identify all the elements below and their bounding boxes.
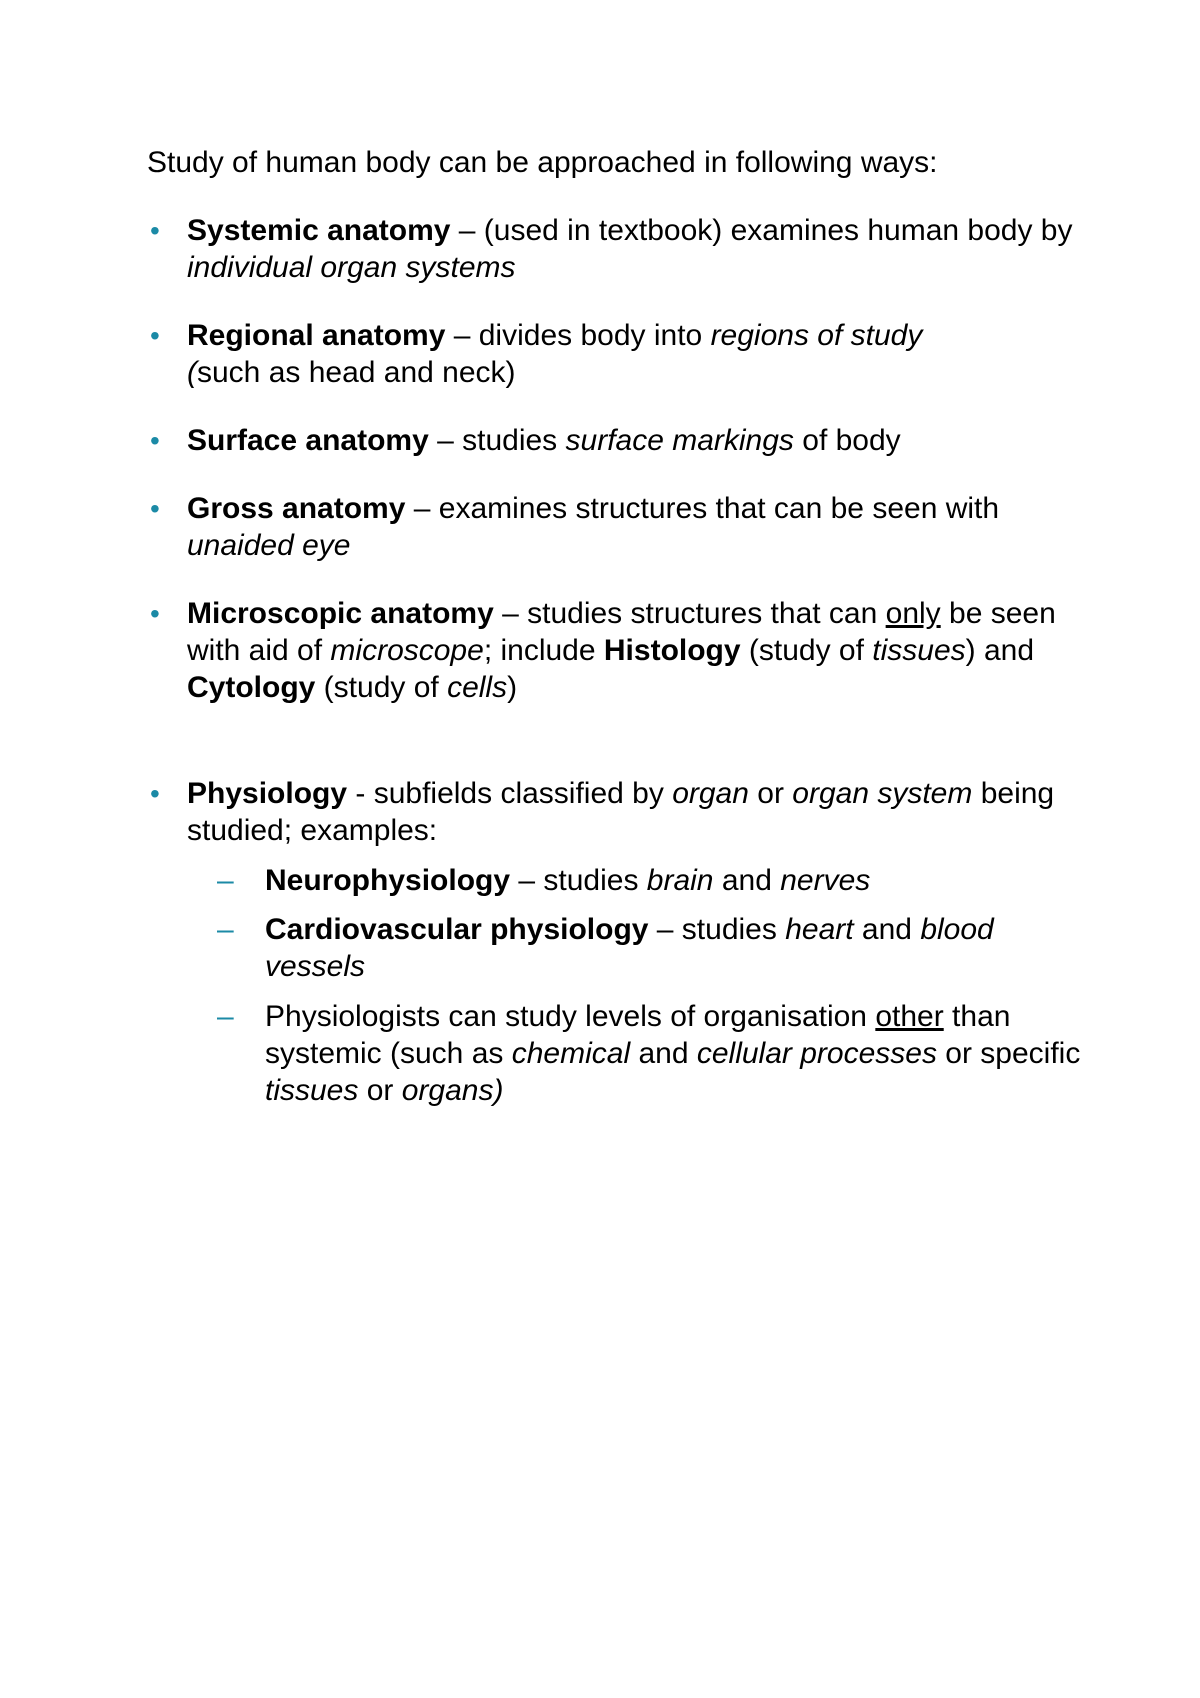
text-run: and — [853, 913, 921, 946]
sub-item-physiologists-levels — [217, 998, 1097, 1109]
term: Regional anatomy — [187, 319, 446, 352]
list-item-systemic-anatomy — [147, 212, 1087, 286]
emphasis: microscope — [330, 634, 484, 667]
list-item-gross-anatomy — [147, 490, 1087, 564]
sub-item-neurophysiology — [217, 862, 1097, 899]
text-run: such as head and neck) — [197, 356, 516, 389]
bullet-icon: • — [150, 320, 160, 351]
list-item-surface-anatomy — [147, 422, 1087, 459]
text-run: of body — [793, 424, 901, 457]
emphasis: organ system — [792, 777, 973, 810]
text-run: and — [713, 864, 781, 897]
emphasis: chemical — [511, 1037, 631, 1070]
emphasis: unaided eye — [187, 529, 351, 562]
emphasis: individual organ systems — [187, 251, 516, 284]
bullet-icon: • — [150, 598, 160, 629]
text-run: ) and — [965, 634, 1035, 667]
emphasis: tissues — [872, 634, 966, 667]
emphasis: blood vessels — [265, 913, 994, 983]
list-item-text — [187, 422, 1087, 459]
bullet-icon: • — [150, 778, 160, 809]
intro-text: Study of human body can be approached in following ways: — [147, 146, 938, 179]
list-item-text — [187, 490, 1087, 564]
text-run: – studies — [428, 424, 566, 457]
text-run: (study of — [315, 671, 448, 704]
emphasis: organ — [672, 777, 749, 810]
text-run: (study of — [740, 634, 873, 667]
sub-item-text — [265, 998, 1097, 1109]
text-run: ) — [507, 671, 518, 704]
text-run: – examines structures that can be seen with — [405, 492, 1000, 525]
list-item-text — [187, 212, 1087, 286]
emphasis: regions of study — [710, 319, 923, 352]
emphasis: brain — [646, 864, 714, 897]
sub-item-cardiovascular-physiology — [217, 911, 1097, 985]
term: Gross anatomy — [187, 492, 406, 525]
text-run: or — [748, 777, 793, 810]
text-run: be seen with aid of — [187, 597, 1056, 667]
list-item-text — [187, 317, 1087, 391]
text-run: – (used in textbook) examines human body by — [450, 214, 1073, 247]
sub-item-text — [265, 911, 1097, 985]
bullet-icon: • — [150, 215, 160, 246]
dash-icon: – — [217, 913, 234, 946]
text-run: than systemic (such as — [265, 1000, 1011, 1070]
term: Neurophysiology — [265, 864, 511, 897]
underline: other — [875, 1000, 944, 1033]
text-run: - subfields classified by — [347, 777, 673, 810]
term: Physiology — [187, 777, 348, 810]
list-item-regional-anatomy — [147, 317, 1087, 391]
emphasis: cellular processes — [696, 1037, 937, 1070]
list-item-microscopic-anatomy — [147, 595, 1087, 706]
list-item-physiology — [147, 775, 1087, 849]
dash-icon: – — [217, 864, 234, 897]
emphasis: nerves — [780, 864, 871, 897]
bullet-icon: • — [150, 493, 160, 524]
text-run: ; include — [483, 634, 604, 667]
sub-item-text — [265, 862, 1097, 899]
text-run: – studies — [648, 913, 786, 946]
text-run: – studies — [510, 864, 647, 897]
text-run: being studied; examples: — [187, 777, 1055, 847]
text-run: ( — [187, 356, 197, 389]
term: Histology — [603, 634, 741, 667]
term: Microscopic anatomy — [187, 597, 494, 630]
term: Cardiovascular physiology — [265, 913, 649, 946]
list-item-text — [187, 775, 1087, 849]
term: Cytology — [187, 671, 316, 704]
emphasis: organs) — [401, 1074, 504, 1107]
term: Systemic anatomy — [187, 214, 451, 247]
emphasis: tissues — [265, 1074, 359, 1107]
text-run: Physiologists can study levels of organisation — [265, 1000, 876, 1033]
text-run: or specific — [936, 1037, 1081, 1070]
emphasis: surface markings — [565, 424, 794, 457]
dash-icon: – — [217, 1000, 234, 1033]
term: Surface anatomy — [187, 424, 429, 457]
underline: only — [885, 597, 941, 630]
emphasis: heart — [785, 913, 854, 946]
text-run: – divides body into — [445, 319, 711, 352]
list-item-text — [187, 595, 1087, 706]
text-run: or — [358, 1074, 402, 1107]
text-run: and — [630, 1037, 697, 1070]
bullet-icon: • — [150, 425, 160, 456]
emphasis: cells — [447, 671, 508, 704]
text-run: – studies structures that can — [493, 597, 886, 630]
